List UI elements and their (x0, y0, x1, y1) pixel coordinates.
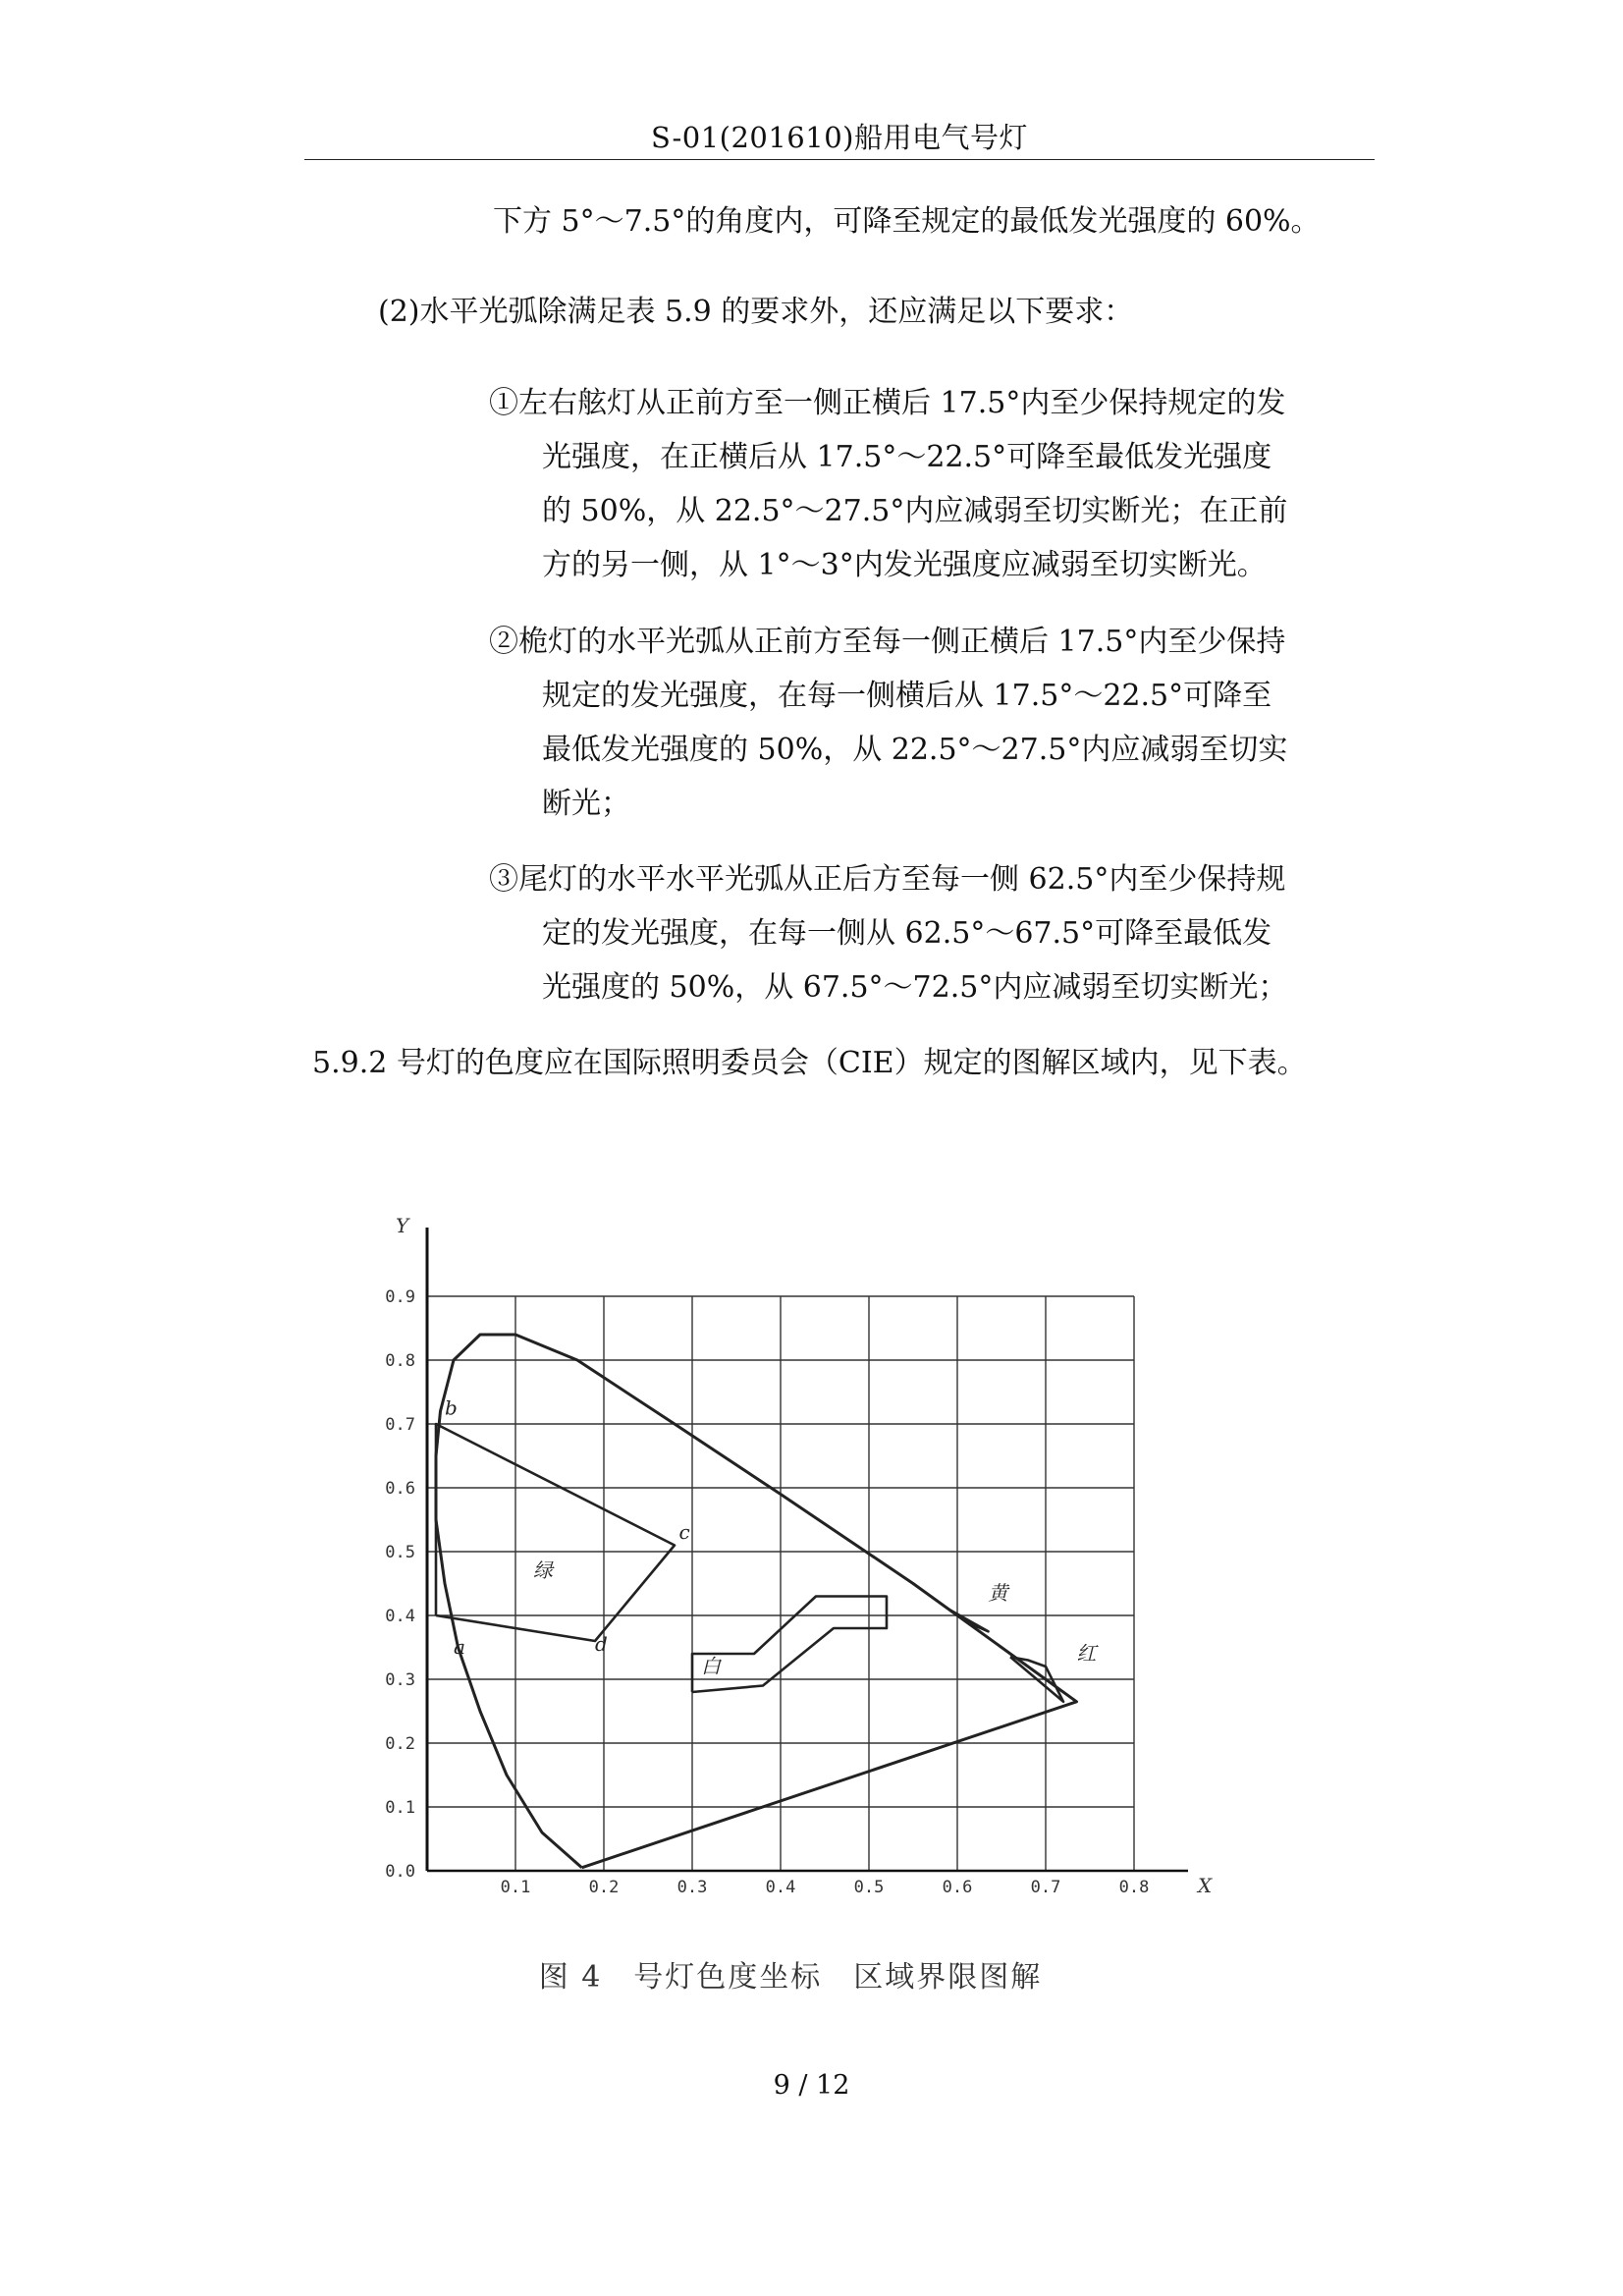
region-label: d (595, 1631, 608, 1656)
series-spectrum-locus (436, 1335, 1077, 1868)
x-tick-label: 0.3 (676, 1878, 708, 1897)
list-item-line: 断光； (542, 787, 630, 821)
region-label: 红 (1076, 1641, 1097, 1666)
region-label: b (445, 1395, 458, 1420)
series-region-outline (692, 1597, 887, 1693)
y-tick-label: 0.6 (385, 1479, 415, 1499)
y-tick-label: 0.1 (385, 1798, 415, 1818)
region-label: c (678, 1520, 690, 1544)
series-region-outline (436, 1424, 675, 1641)
list-item-line: ①左右舷灯从正前方至一侧正横后 17.5°内至少保持规定的发 (489, 386, 1286, 420)
region-label: a (454, 1635, 465, 1659)
list-item-line: ③尾灯的水平水平光弧从正后方至每一侧 62.5°内至少保持规 (489, 862, 1286, 897)
y-tick-label: 0.5 (385, 1543, 415, 1562)
x-axis-label: X (1198, 1874, 1213, 1897)
cie-chromaticity-figure (349, 1178, 1232, 2043)
list-item-line: 最低发光强度的 50%，从 22.5°～27.5°内应减弱至切实 (542, 733, 1288, 767)
header-divider (304, 159, 1375, 160)
x-tick-label: 0.7 (1030, 1878, 1061, 1897)
figure-caption: 图 4 号灯色度坐标 区域界限图解 (538, 1960, 1043, 1995)
y-tick-label: 0.0 (385, 1862, 415, 1882)
x-tick-label: 0.5 (853, 1878, 885, 1897)
x-tick-label: 0.4 (765, 1878, 796, 1897)
list-item-line: 定的发光强度，在每一侧从 62.5°～67.5°可降至最低发 (542, 916, 1272, 951)
list-item-line: 的 50%，从 22.5°～27.5°内应减弱至切实断光；在正前 (542, 494, 1288, 528)
list-item-sidelights (489, 376, 1287, 592)
y-axis-label: Y (396, 1214, 409, 1237)
x-tick-label: 0.6 (942, 1878, 973, 1897)
list-item-line: 方的另一侧，从 1°～3°内发光强度应减弱至切实断光。 (542, 548, 1267, 582)
list-item-line: 光强度，在正横后从 17.5°～22.5°可降至最低发光强度 (542, 440, 1272, 474)
region-label: 白 (701, 1654, 721, 1678)
region-label: 绿 (533, 1558, 553, 1582)
paragraph-horizontal-arc: (2)水平光弧除满足表 5.9 的要求外，还应满足以下要求： (378, 295, 1134, 329)
y-tick-label: 0.2 (385, 1734, 415, 1754)
x-tick-label: 0.1 (500, 1878, 531, 1897)
page-number: 9 / 12 (773, 2070, 850, 2101)
x-tick-label: 0.8 (1118, 1878, 1150, 1897)
x-tick-label: 0.2 (588, 1878, 620, 1897)
y-tick-label: 0.9 (385, 1287, 415, 1307)
y-tick-label: 0.7 (385, 1415, 415, 1435)
list-item-sternlight (489, 852, 1287, 1014)
paragraph-chromaticity: 5.9.2 号灯的色度应在国际照明委员会（CIE）规定的图解区域内，见下表。 (312, 1046, 1307, 1080)
region-label: 黄 (988, 1580, 1008, 1605)
paragraph-continuation: 下方 5°～7.5°的角度内，可降至规定的最低发光强度的 60%。 (493, 204, 1321, 239)
y-tick-label: 0.8 (385, 1351, 415, 1371)
series-region-outline (948, 1610, 989, 1632)
page-header-title: S-01(201610)船用电气号灯 (651, 121, 1028, 154)
y-tick-label: 0.3 (385, 1670, 415, 1690)
list-item-line: 光强度的 50%，从 67.5°～72.5°内应减弱至切实断光； (542, 970, 1288, 1005)
cie-chart (349, 1178, 1232, 2043)
y-tick-label: 0.4 (385, 1607, 415, 1626)
list-item-line: 规定的发光强度，在每一侧横后从 17.5°～22.5°可降至 (542, 679, 1272, 713)
list-item-masthead (489, 615, 1287, 831)
list-item-line: ②桅灯的水平光弧从正前方至每一侧正横后 17.5°内至少保持 (489, 625, 1286, 659)
